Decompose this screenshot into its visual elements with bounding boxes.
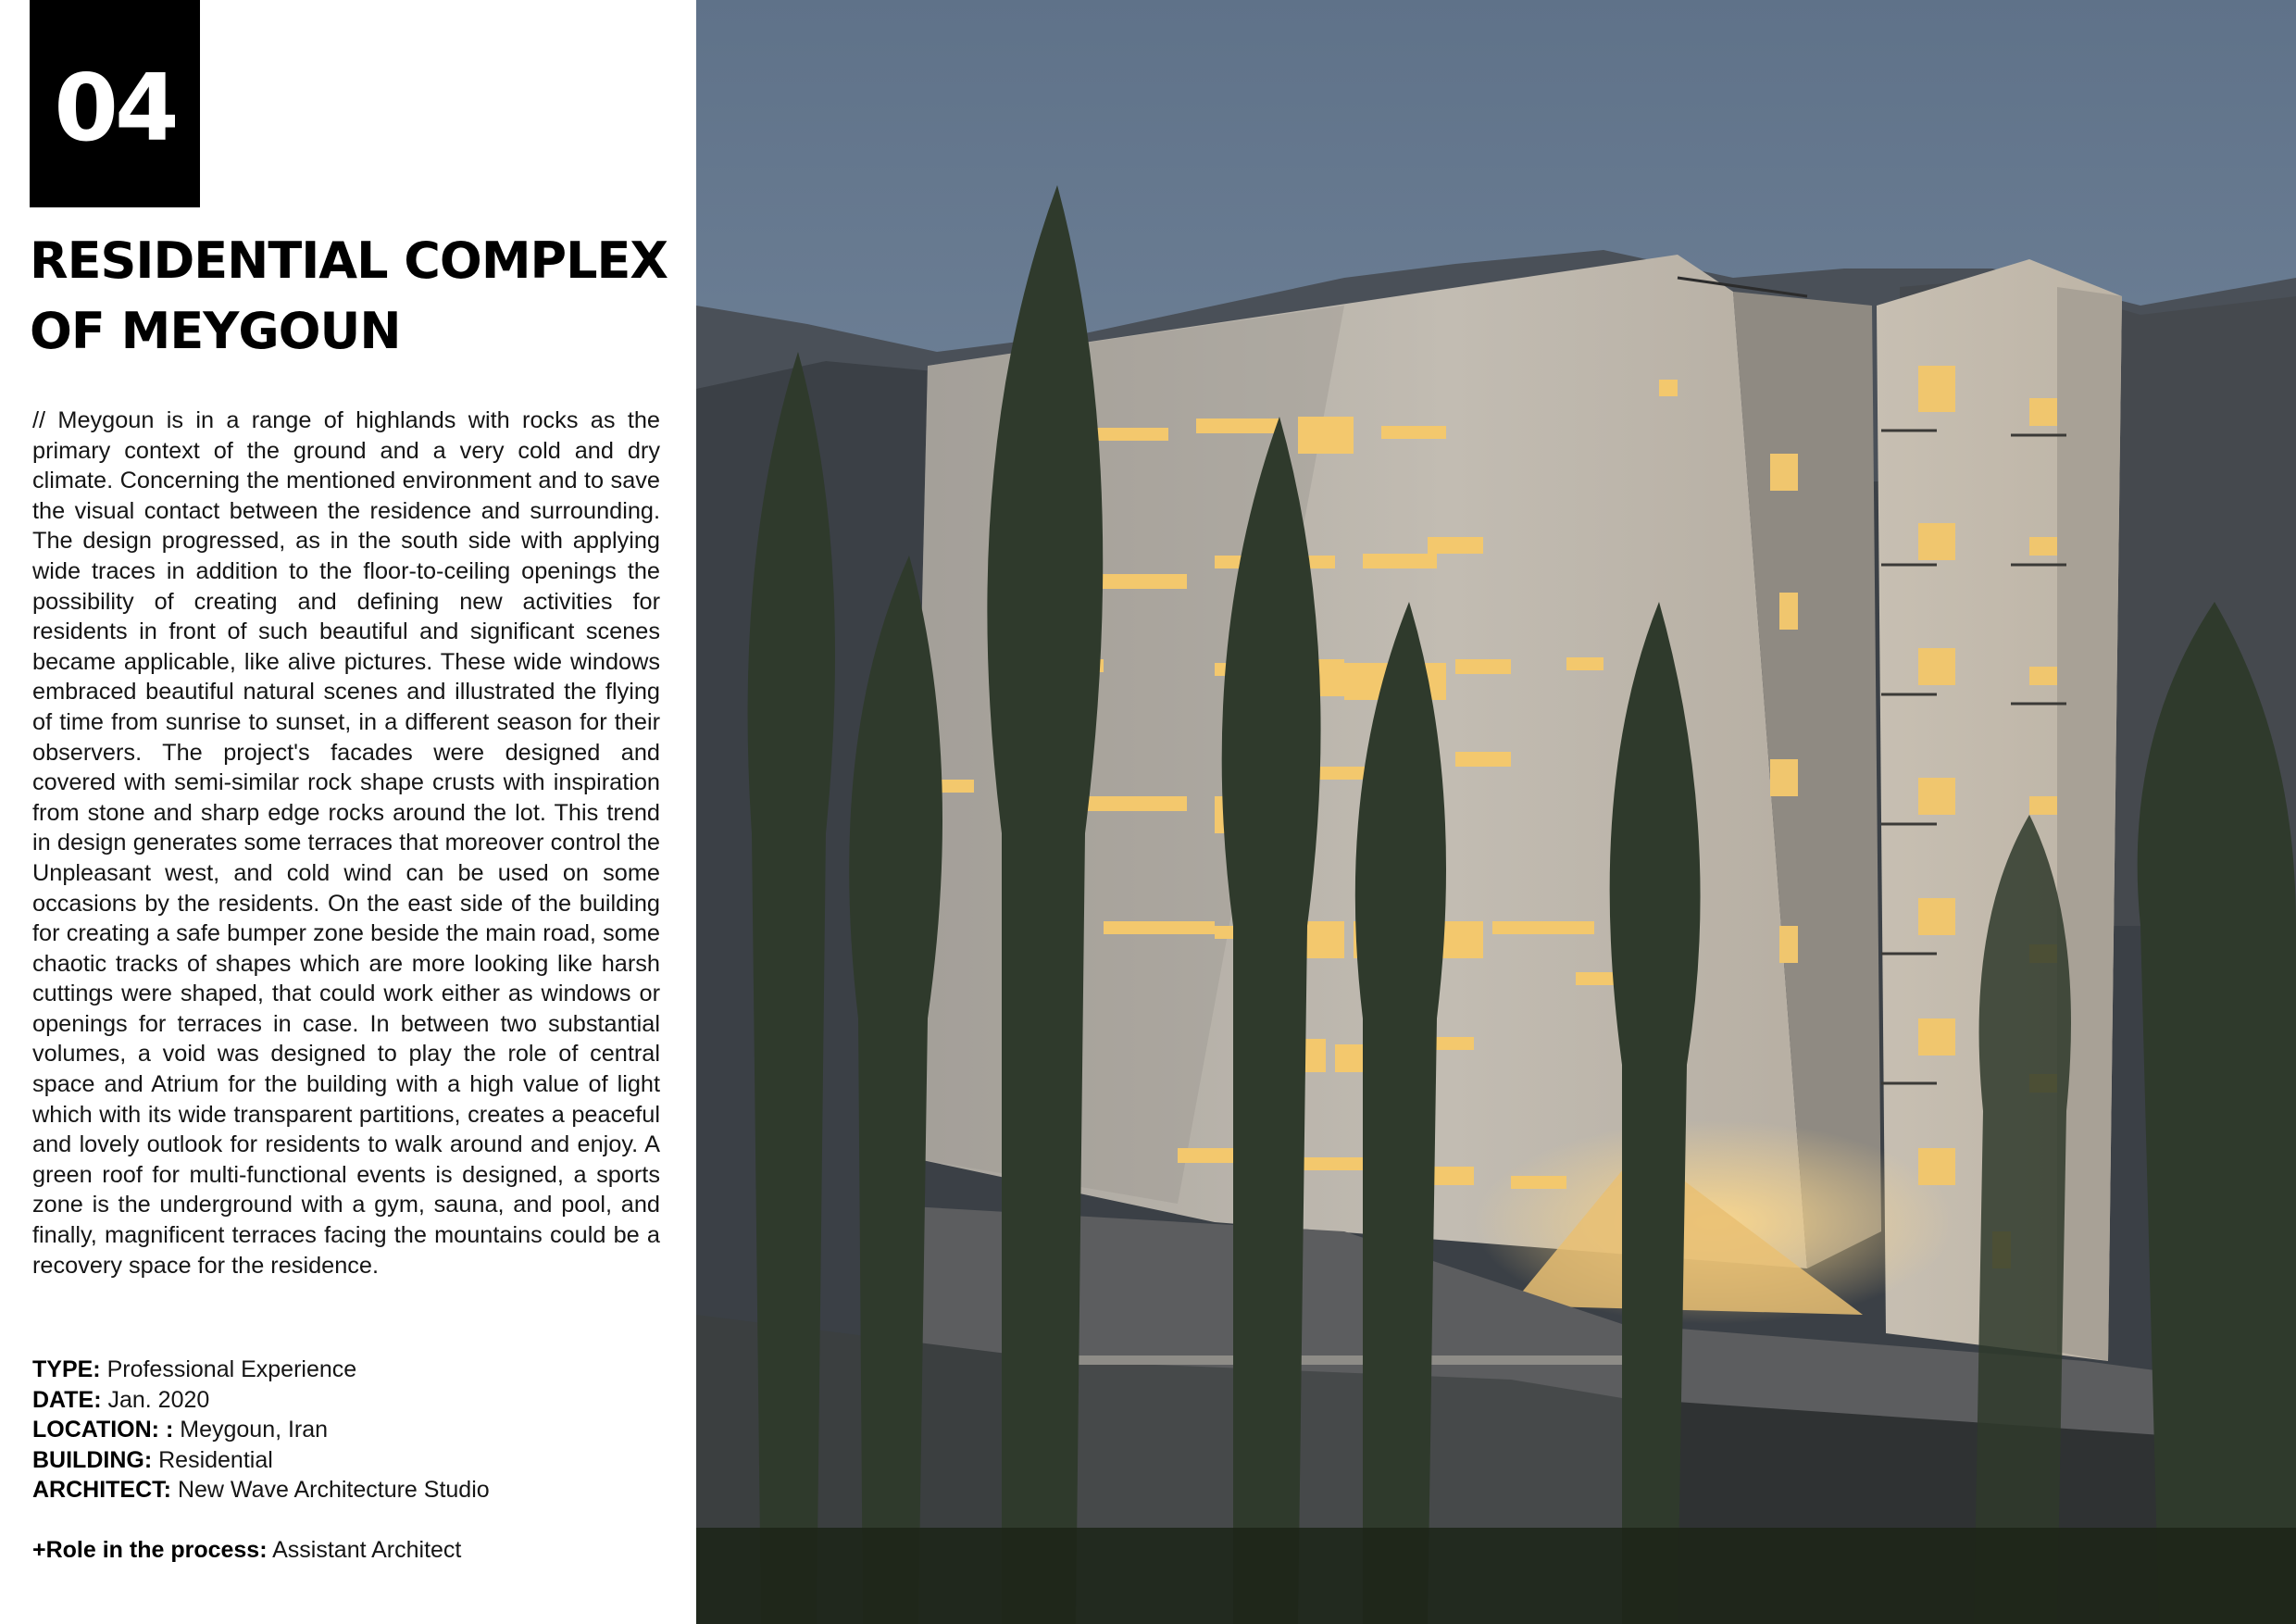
building-photo-illustration	[696, 0, 2296, 1624]
project-description: // Meygoun is in a range of highlands with rocks as the primary context of the ground and a very cold and dry climate. Concerning the mentioned environment and to save the visual contact between the residence and surrounding. The design progressed, as in the south side with applying wide traces in addition to the floor-to-ceiling openings the possibility of creating and defining new activities for residents in front of such beautiful and significant scenes became applicable, like alive pictures. These wide windows embraced beautiful natural scenes and illustrated the flying of time from sunrise to sunset, in a different season for their observers. The project's facades were designed and covered with semi-similar rock shape crusts with inspiration from stone and sharp edge rocks around the lot. This trend in design generates some terraces that moreover control the Unpleasant west, and cold wind can be used on some occasions by the residents. On the east side of the building for creating a safe bumper zone beside the main road, some chaotic tracks of shapes which are more looking like harsh cuttings were shaped, that could work either as windows or openings for terraces in case. In between two substantial volumes, a void was designed to play the role of central space and Atrium for the building with a high value of light which with its wide transparent partitions, creates a peaceful and lovely outlook for residents to walk around and enjoy. A green roof for multi-functional events is designed, a sports zone is the underground with a gym, sauna, and pool, and finally, magnificent terraces facing the mountains could be a recovery space for the residence.	[32, 407, 660, 1279]
wall-cap	[1067, 1355, 1622, 1365]
detail-building	[32, 1445, 660, 1476]
detail-architect-label: ARCHITECT:	[32, 1477, 171, 1503]
detail-role	[32, 1535, 660, 1566]
building-photo	[696, 0, 2296, 1624]
project-details	[32, 1355, 660, 1565]
detail-role-value: Assistant Architect	[272, 1536, 462, 1563]
detail-date	[32, 1385, 660, 1416]
project-title	[30, 226, 678, 367]
project-title-line-2: OF MEYGOUN	[30, 302, 401, 360]
detail-date-label: DATE:	[32, 1386, 102, 1413]
detail-architect-value: New Wave Architecture Studio	[177, 1477, 490, 1503]
project-number: 04	[54, 53, 176, 162]
detail-architect	[32, 1475, 660, 1505]
detail-location-label: LOCATION: :	[32, 1417, 174, 1443]
detail-building-value: Residential	[158, 1446, 273, 1473]
project-number-badge	[30, 0, 200, 207]
foreground-shrubs	[696, 1528, 2296, 1624]
detail-location-value: Meygoun, Iran	[180, 1417, 329, 1443]
project-title-line-1: RESIDENTIAL COMPLEX	[30, 231, 668, 290]
detail-type	[32, 1355, 660, 1385]
detail-type-value: Professional Experience	[106, 1356, 357, 1382]
detail-role-label: +Role in the process:	[32, 1536, 268, 1563]
detail-date-value: Jan. 2020	[107, 1386, 210, 1413]
detail-building-label: BUILDING:	[32, 1446, 153, 1473]
detail-type-label: TYPE:	[32, 1356, 101, 1382]
detail-location	[32, 1415, 660, 1445]
